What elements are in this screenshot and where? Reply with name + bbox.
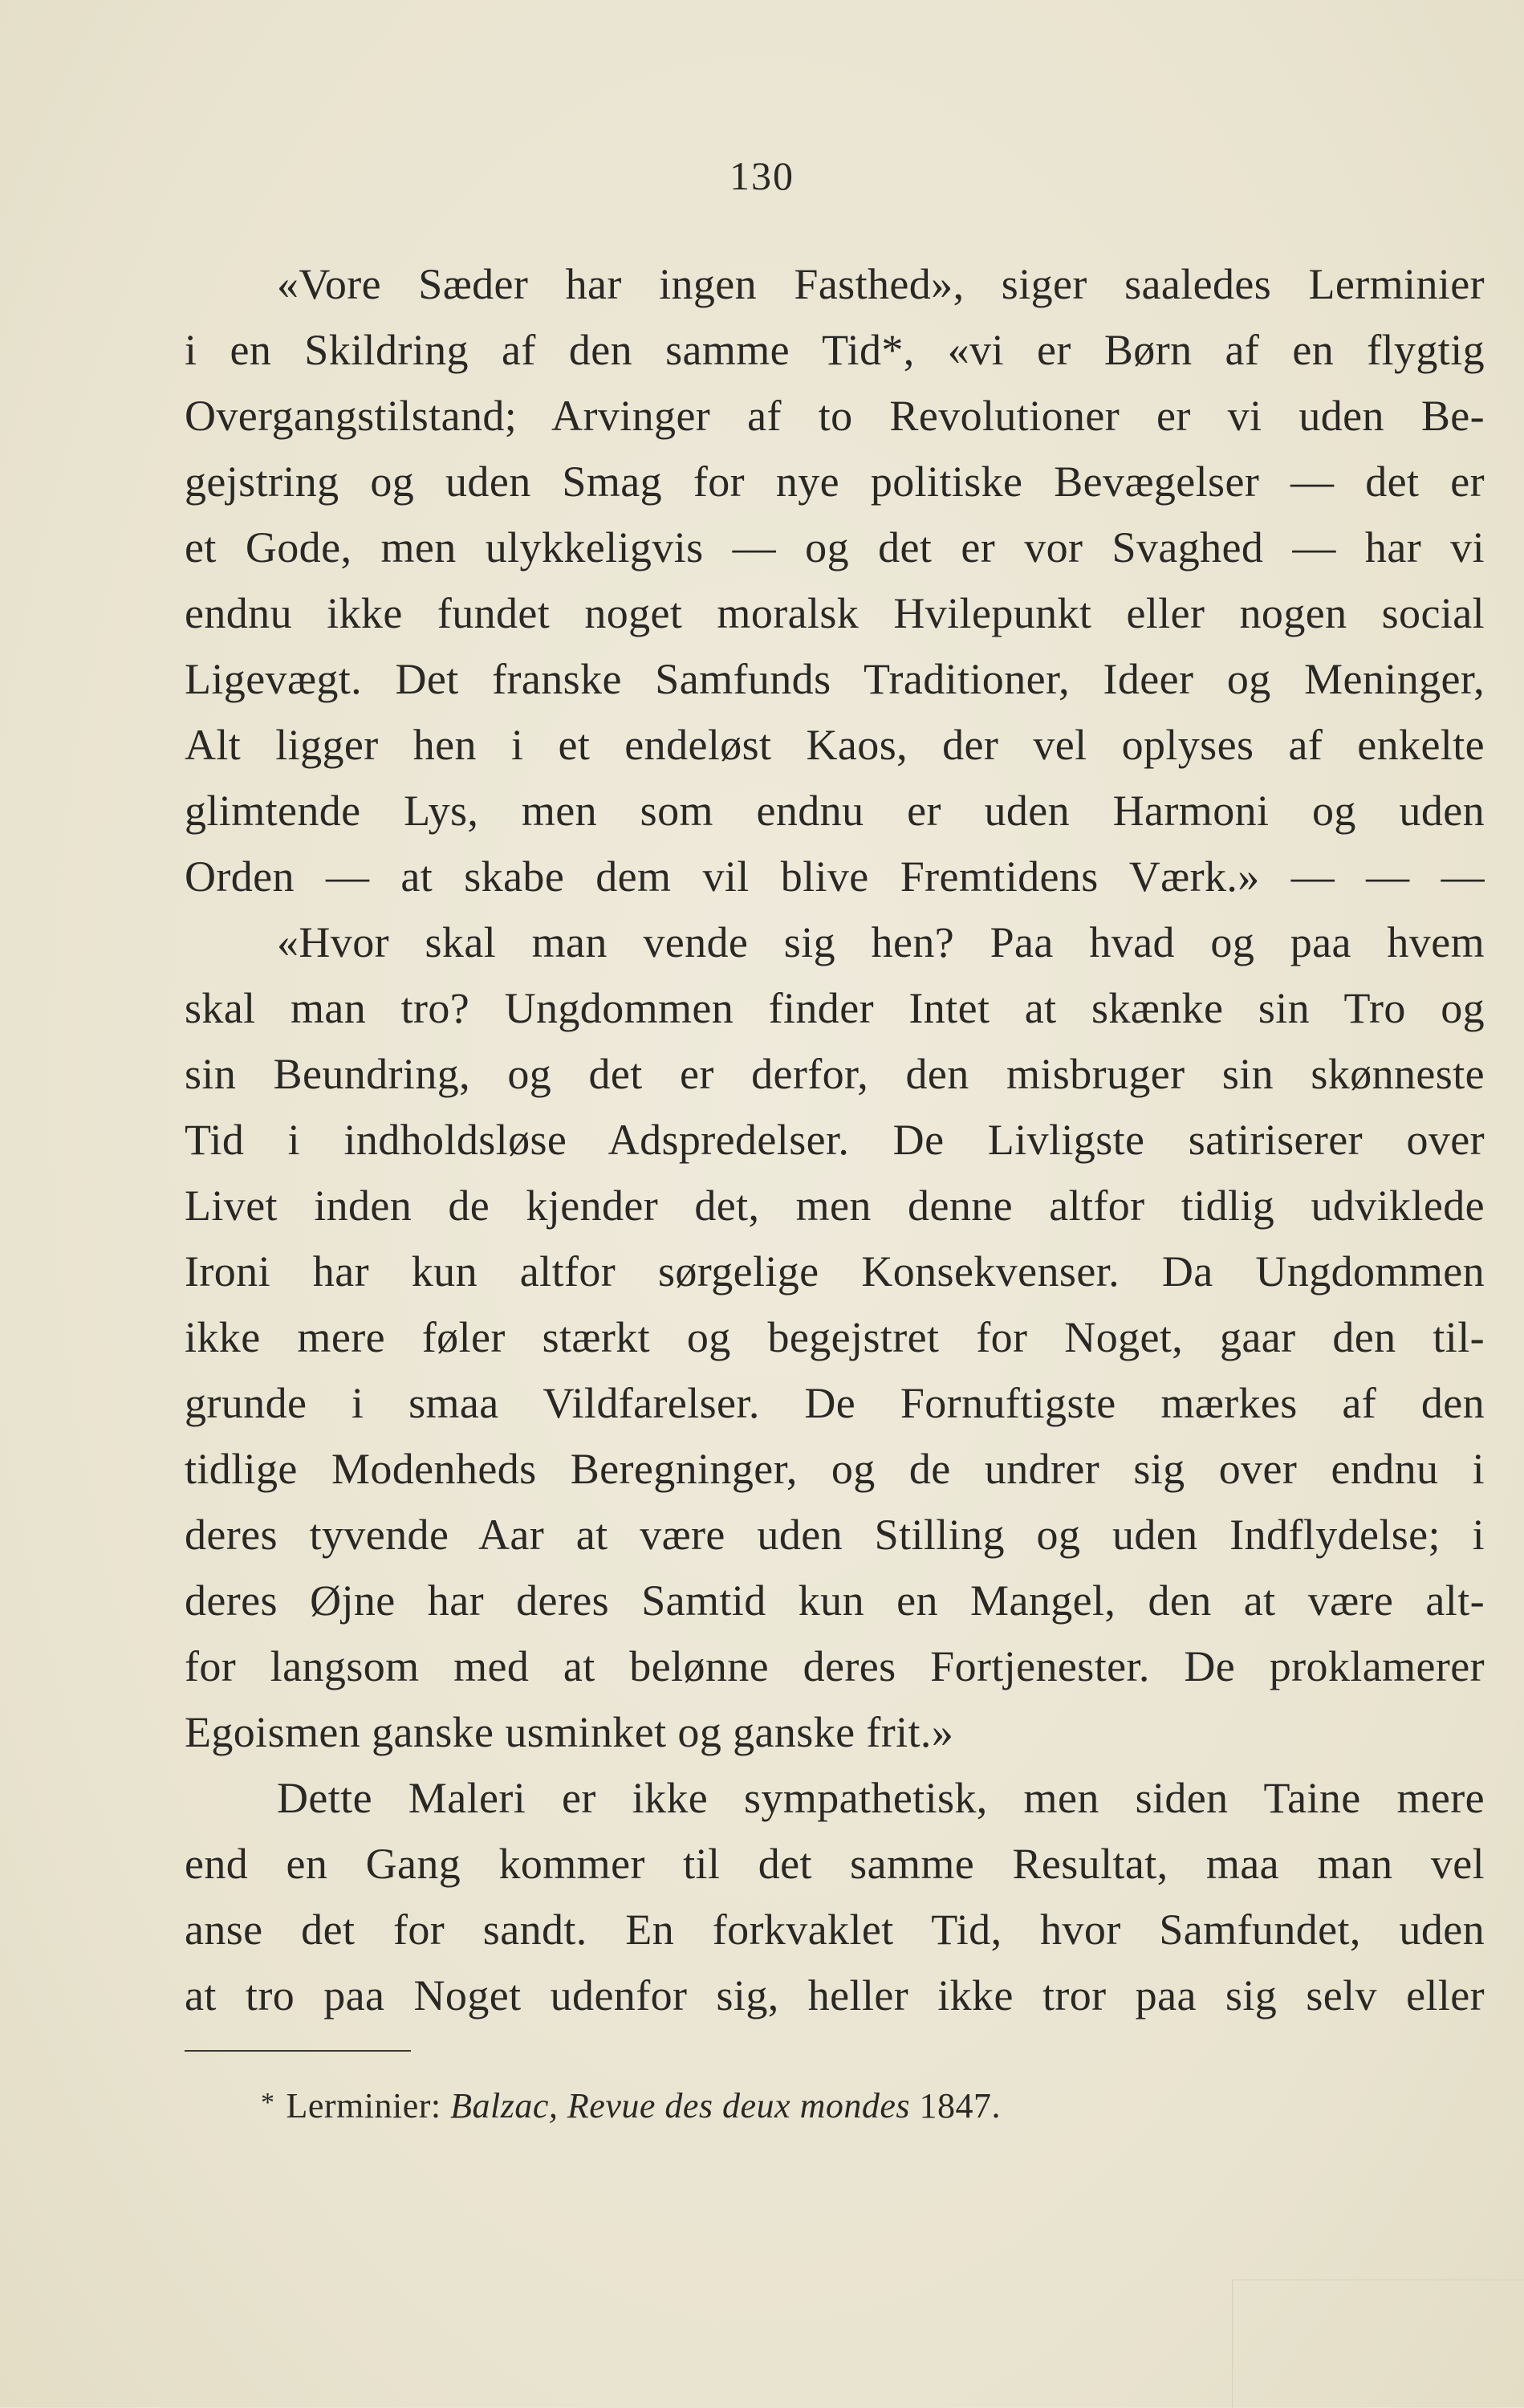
text-line: Orden — at skabe dem vil blive Fremtidens Værk.» — — — xyxy=(185,852,1485,901)
text-line: Livet inden de kjender det, men denne altfor tidlig udviklede xyxy=(185,1182,1485,1230)
text-line: endnu ikke fundet noget moralsk Hvilepunkt eller nogen social xyxy=(185,589,1485,637)
text-line: sin Beundring, og det er derfor, den misbruger sin skønneste xyxy=(185,1050,1485,1098)
footnote-journal: Revue des deux mondes xyxy=(567,2086,911,2125)
text-line: deres tyvende Aar at være uden Stilling og uden Indflydelse; i xyxy=(185,1511,1485,1559)
text-line: Ironi har kun altfor sørgelige Konsekvenser. Da Ungdommen xyxy=(185,1247,1485,1296)
text-line: ikke mere føler stærkt og begejstret for Noget, gaar den til- xyxy=(185,1313,1485,1361)
text-line: Alt ligger hen i et endeløst Kaos, der vel oplyses af enkelte xyxy=(185,721,1485,769)
text-line: skal man tro? Ungdommen finder Intet at skænke sin Tro og xyxy=(185,984,1485,1032)
text-line: grunde i smaa Vildfarelser. De Fornuftigste mærkes af den xyxy=(185,1379,1485,1427)
text-line: Dette Maleri er ikke sympathetisk, men siden Taine mere xyxy=(277,1774,1485,1822)
footnote-work: Balzac, xyxy=(450,2086,559,2125)
text-line: deres Øjne har deres Samtid kun en Mangel, den at være alt- xyxy=(185,1576,1485,1625)
text-line: glimtende Lys, men som endnu er uden Harmoni og uden xyxy=(185,787,1485,835)
body-text xyxy=(185,251,1485,2028)
text-line: Ligevægt. Det franske Samfunds Traditioner, Ideer og Meninger, xyxy=(185,655,1485,703)
footnote-mark: * xyxy=(261,2088,275,2117)
scan-corner-mark xyxy=(1232,2280,1524,2408)
text-line: anse det for sandt. En forkvaklet Tid, hvor Samfundet, uden xyxy=(185,1906,1485,1954)
text-line: for langsom med at belønne deres Fortjenester. De proklamerer xyxy=(185,1642,1485,1690)
text-line: «Vore Sæder har ingen Fasthed», siger saaledes Lerminier xyxy=(277,260,1485,308)
text-line: at tro paa Noget udenfor sig, heller ikke tror paa sig selv eller xyxy=(185,1971,1485,2020)
text-line: «Hvor skal man vende sig hen? Paa hvad og paa hvem xyxy=(277,918,1485,966)
footnote-author: Lerminier: xyxy=(286,2086,441,2125)
footnote xyxy=(261,2079,1001,2130)
footnote-rule xyxy=(185,2050,411,2052)
page-number: 130 xyxy=(729,153,795,198)
text-line: gejstring og uden Smag for nye politiske Bevægelser — det er xyxy=(185,458,1485,506)
text-line: et Gode, men ulykkeligvis — og det er vor Svaghed — har vi xyxy=(185,523,1485,571)
text-line: Egoismen ganske usminket og ganske frit.» xyxy=(185,1708,954,1756)
footnote-year: 1847. xyxy=(919,2086,1002,2125)
text-line: tidlige Modenheds Beregninger, og de undrer sig over endnu i xyxy=(185,1445,1485,1493)
text-line: end en Gang kommer til det samme Resultat, maa man vel xyxy=(185,1840,1485,1888)
text-line: i en Skildring af den samme Tid*, «vi er Børn af en flygtig xyxy=(185,326,1485,374)
text-line: Tid i indholdsløse Adspredelser. De Livligste satiriserer over xyxy=(185,1116,1485,1164)
text-line: Overgangstilstand; Arvinger af to Revolutioner er vi uden Be- xyxy=(185,392,1485,440)
